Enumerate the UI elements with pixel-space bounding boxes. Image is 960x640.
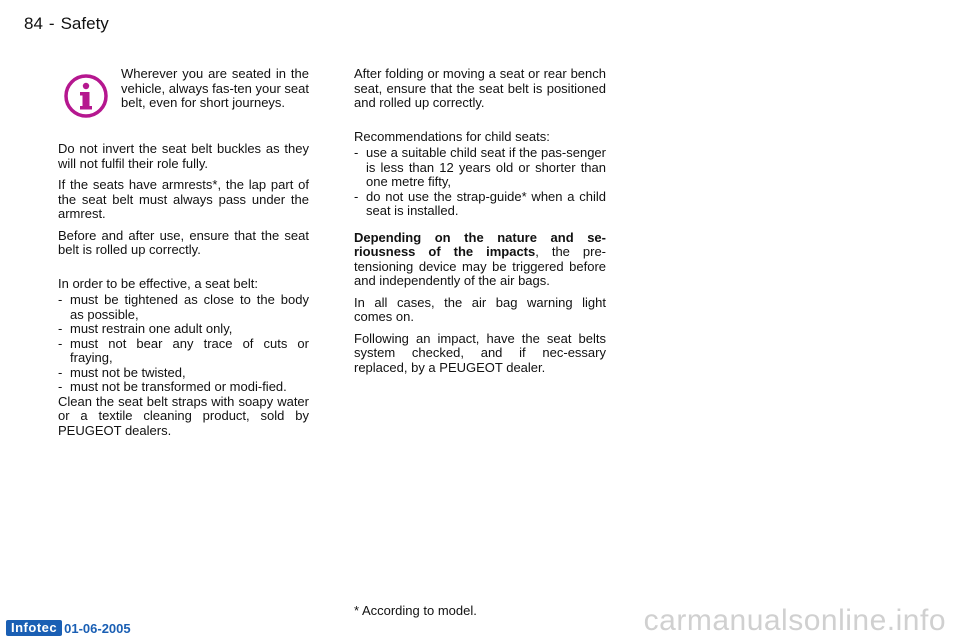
- page-number: 84: [24, 14, 43, 33]
- list-item: - must not bear any trace of cuts or fraying,: [58, 337, 309, 366]
- list-item: - do not use the strap-guide* when a child seat is installed.: [354, 190, 606, 219]
- paragraph-buckles: Do not invert the seat belt buckles as they will not fulfil their role fully.: [58, 141, 309, 171]
- paragraph-child-seats: Recommendations for child seats:: [354, 128, 550, 144]
- infotec-logo: Infotec: [6, 620, 62, 636]
- footer-logo: [6, 620, 131, 636]
- paragraph-folding: After folding or moving a seat or rear bench seat, ensure that the seat belt is positioned and rolled up correctly.: [354, 66, 606, 110]
- child-seat-list: [354, 146, 606, 219]
- seat-belt-requirements-list: [58, 293, 309, 395]
- footer-date: 01-06-2005: [64, 620, 131, 636]
- list-item: - must not be twisted,: [58, 366, 309, 381]
- watermark: carmanualsonline.info: [643, 604, 946, 637]
- text: , the pre-tensioning device may be triggered before and independently of the air bags.: [354, 244, 607, 288]
- header-separator: -: [48, 14, 55, 33]
- info-note: Wherever you are seated in the vehicle, always fas-ten your seat belt, even for short journeys.: [121, 66, 309, 110]
- paragraph-impact: Following an impact, have the seat belts system checked, and if nec-essary replaced, by a PEUGEOT dealer.: [354, 330, 606, 375]
- bold-text: Depending on the nature and se-riousness of the impacts: [354, 229, 606, 259]
- info-icon: [62, 72, 110, 120]
- list-item: - must be tightened as close to the body as possible,: [58, 293, 309, 322]
- list-item: - must not be transformed or modi-fied.: [58, 380, 309, 395]
- paragraph-rolled-up: Before and after use, ensure that the seat belt is rolled up correctly.: [58, 227, 309, 257]
- section-title: Safety: [60, 14, 109, 33]
- paragraph-warning-light: In all cases, the air bag warning light comes on.: [354, 294, 606, 324]
- paragraph-effective: In order to be effective, a seat belt:: [58, 275, 258, 291]
- list-item: - use a suitable child seat if the pas-senger is less than 12 years old or shorter than one metre fifty,: [354, 146, 606, 190]
- paragraph-cleaning: Clean the seat belt straps with soapy water or a textile cleaning product, sold by PEUGEOT dealers.: [58, 393, 309, 438]
- page-header: [24, 14, 109, 34]
- paragraph-armrests: If the seats have armrests*, the lap part of the seat belt must always pass under the armrest.: [58, 177, 309, 221]
- paragraph-pretensioning: [354, 231, 606, 289]
- footnote: * According to model.: [354, 603, 477, 618]
- left-column: [58, 142, 309, 445]
- right-column: [354, 67, 606, 382]
- list-item: - must restrain one adult only,: [58, 322, 309, 337]
